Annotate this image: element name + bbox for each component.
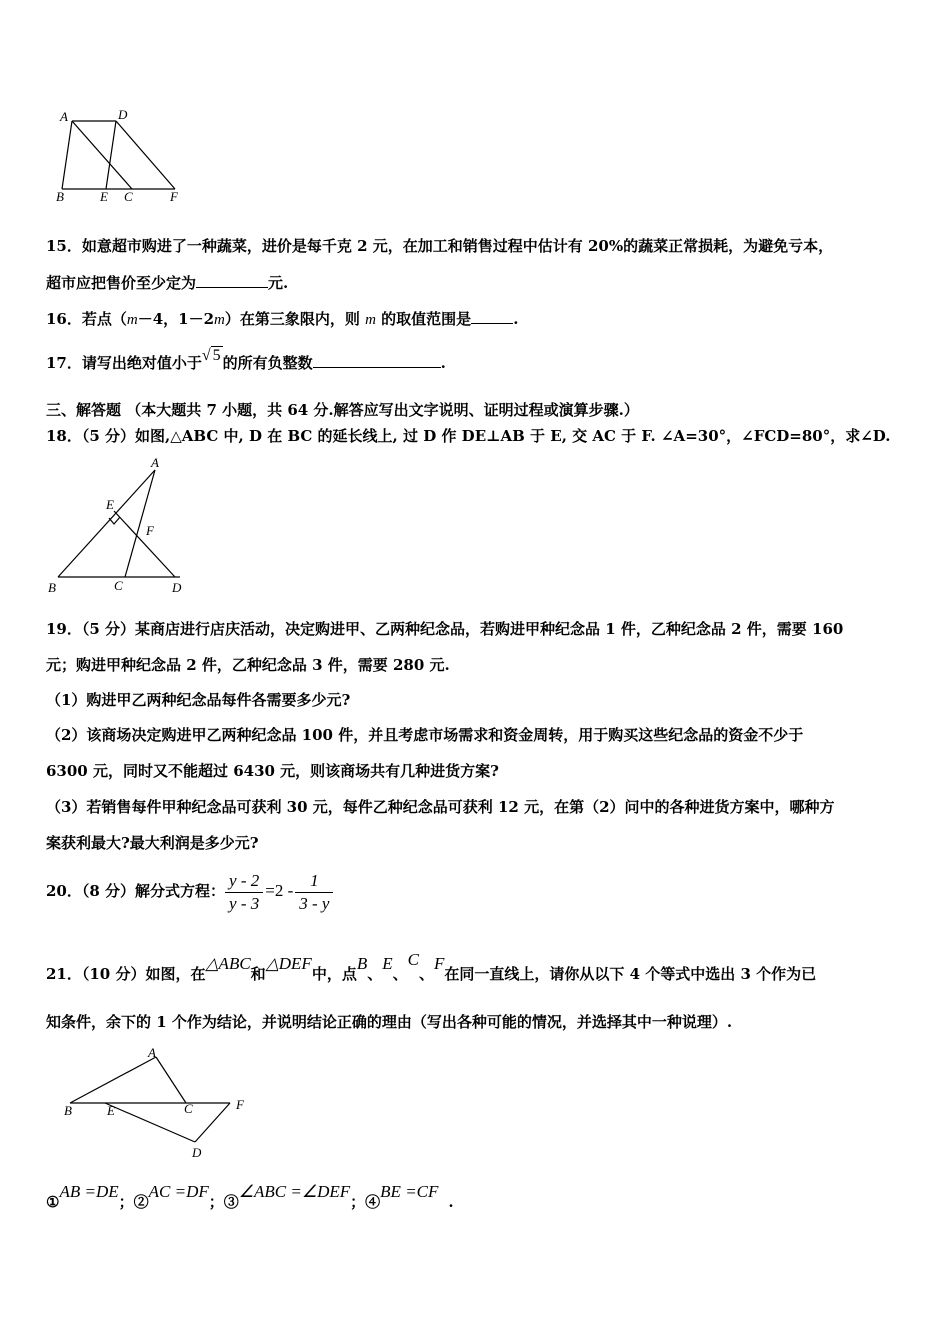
fraction-1 [225,870,263,915]
label-E: E [106,497,114,512]
q16-mid2: ）在第三象限内，则 [224,310,366,328]
q16-suffix: 的取值范围是 [375,310,472,328]
label-F: F [170,189,178,204]
q21-sep: 、 [418,965,434,983]
q17-line [46,347,446,374]
label-C: C [114,578,123,593]
figure-top [50,105,190,205]
q19-part3b: 案获利最大?最大利润是多少元? [46,834,259,852]
figure-18 [40,455,200,600]
q17-suffix: 的所有负整数 [222,354,313,372]
q15-line1: 15．如意超市购进了一种蔬菜，进价是每千克 2 元，在加工和销售过程中估计有 20%的蔬菜正常损耗，为避免亏本， [46,237,834,255]
q21-line2: 知条件，余下的 1 个作为结论，并说明结论正确的理由（写出各种可能的情况，并选择其中一种说理）. [46,1013,733,1031]
cond-3-number: ③ [223,1193,239,1211]
label-D: D [192,1145,202,1160]
q17-prefix: 17．请写出绝对值小于 [46,354,202,372]
q21-point-e: E [382,954,393,973]
q21-point-f: F [434,954,445,973]
q16-var-m: m [126,312,138,328]
q21-and: 和 [250,965,266,983]
label-A: A [151,455,159,470]
label-F: F [236,1097,244,1112]
section-3-title: 三、解答题 （本大题共 7 小题，共 64 分.解答应写出文字说明、证明过程或演算步骤.） [46,401,639,419]
q21-point-c: C [407,950,419,969]
q19-line1: 19．（5 分）某商店进行店庆活动，决定购进甲、乙两种纪念品，若购进甲种纪念品 1 件，乙种纪念品 2 件，需要 160 [46,620,844,638]
q21-mid: 中，点 [311,965,357,983]
q16-mid1: －4，1－2 [137,310,215,328]
q16-var-m2: m [214,312,225,328]
q16-answer-blank[interactable] [471,309,513,324]
label-D: D [118,107,128,122]
cond-1: AB =DE [59,1182,119,1201]
q19-part2b: 6300 元，同时又不能超过 6430 元，则该商场共有几种进货方案? [46,762,499,780]
cond-1-number: ① [46,1193,60,1211]
q21-line1 [46,950,817,986]
q16-var-m3: m [365,312,376,328]
sqrt-value: 5 [212,347,221,364]
q19-part1: （1）购进甲乙两种纪念品每件各需要多少元? [46,691,351,709]
q21-sep: 、 [367,965,383,983]
label-C: C [124,189,133,204]
cond-4-number: ④ [365,1193,381,1211]
fraction-1-denominator: y - 3 [229,893,260,913]
label-A: A [148,1045,156,1060]
q21-point-b: B [356,954,368,973]
q16-prefix: 16．若点（ [46,310,127,328]
q18-line: 18．（5 分）如图,△ABC 中, D 在 BC 的延长线上, 过 D 作 DE⊥AB 于 E, 交 AC 于 F. ∠A=30°，∠FCD=80°，求∠D. [46,427,891,445]
figure-21 [60,1045,260,1165]
fraction-2-numerator: 1 [295,870,333,893]
q19-part2a: （2）该商场决定购进甲乙两种纪念品 100 件，并且考虑市场需求和资金周转，用于购买这些纪念品的资金不少于 [46,726,804,744]
cond-2: AC =DF [148,1182,209,1201]
cond-sep: ； [350,1193,366,1211]
q20-prefix: 20．（8 分）解分式方程： [46,882,226,900]
q15-line2 [46,273,288,293]
label-A: A [60,109,68,124]
q21-conditions [46,1182,454,1214]
cond-sep: ； [118,1193,134,1211]
q16-end: . [513,310,519,328]
q15-text-b: 元. [268,274,289,292]
cond-2-number: ② [133,1193,149,1211]
label-C: C [184,1101,193,1116]
fraction-2-denominator: 3 - y [299,893,330,913]
label-D: D [172,580,182,595]
sqrt-expression: √ 5 [201,347,221,364]
cond-sep: ； [208,1193,224,1211]
label-E: E [107,1103,115,1118]
q17-end: . [440,354,446,372]
label-B: B [56,189,64,204]
q21-prefix: 21．（10 分）如图，在 [46,965,206,983]
q16-line [46,309,518,330]
label-F: F [146,523,154,538]
label-B: B [64,1103,72,1118]
q21-suffix: 在同一直线上，请你从以下 4 个等式中选出 3 个作为已 [444,965,817,983]
q21-sep: 、 [392,965,408,983]
label-E: E [100,189,108,204]
cond-end: . [448,1193,454,1211]
q20-line [46,866,333,916]
q21-triangle-def: △DEF [265,954,312,973]
q15-text-a: 超市应把售价至少定为 [46,274,197,292]
fraction-2 [295,870,333,915]
q17-answer-blank[interactable] [313,353,441,368]
cond-4: BE =CF [380,1182,439,1201]
label-B: B [48,580,56,595]
q19-part3a: （3）若销售每件甲种纪念品可获利 30 元，每件乙种纪念品可获利 12 元，在第（2）问中的各种进货方案中，哪种方 [46,798,835,816]
q19-line2: 元；购进甲种纪念品 2 件，乙种纪念品 3 件，需要 280 元. [46,656,450,674]
q15-answer-blank[interactable] [196,273,268,288]
q21-triangle-abc: △ABC [205,954,251,973]
fraction-1-numerator: y - 2 [225,870,263,893]
q20-equals: =2 - [265,881,294,900]
cond-3: ∠ABC =∠DEF [238,1182,351,1201]
